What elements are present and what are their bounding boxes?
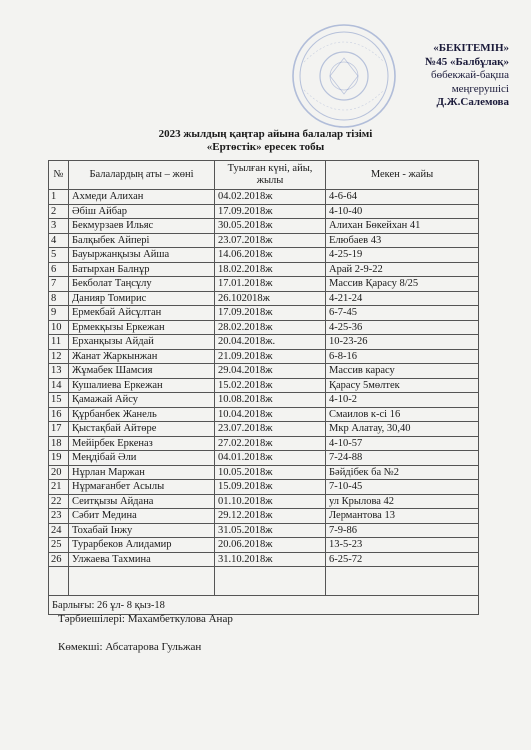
child-name: Мейірбек Еркеназ [69, 436, 215, 451]
teacher-line [58, 612, 233, 626]
address: 6-25-72 [326, 552, 479, 567]
row-number: 12 [49, 349, 69, 364]
row-number: 10 [49, 320, 69, 335]
approval-director: Д.Ж.Салемова [436, 96, 509, 108]
table-empty-row [49, 567, 479, 596]
address: Қарасу 5мөлтек [326, 378, 479, 393]
row-number: 1 [49, 190, 69, 205]
row-number: 16 [49, 407, 69, 422]
approval-kindergarten: №45 «Балбұлақ» [425, 55, 509, 68]
row-number: 13 [49, 364, 69, 379]
address: 4-21-24 [326, 291, 479, 306]
header-birthdate: Туылған күні, айы, жылы [215, 161, 326, 190]
child-name: Сеитқызы Айдана [69, 494, 215, 509]
table-row [49, 364, 479, 379]
approval-position: меңгерушісі [451, 82, 509, 95]
table-row [49, 480, 479, 495]
child-name: Кушалиева Еркежан [69, 378, 215, 393]
address: 6-7-45 [326, 306, 479, 321]
row-number: 26 [49, 552, 69, 567]
birth-date: 04.01.2018ж [215, 451, 326, 466]
child-name: Жанат Жаркынжан [69, 349, 215, 364]
teacher-label: Тәрбиешілері: [58, 613, 125, 625]
address: Арай 2-9-22 [326, 262, 479, 277]
address: Массив Қарасу 8/25 [326, 277, 479, 292]
child-name: Балқыбек Айпері [69, 233, 215, 248]
address: 4-25-19 [326, 248, 479, 263]
birth-date: 20.06.2018ж [215, 538, 326, 553]
document-title: 2023 жылдың қаңтар айына балалар тізімі [158, 128, 373, 140]
birth-date: 31.10.2018ж [215, 552, 326, 567]
address: 7-24-88 [326, 451, 479, 466]
table-row [49, 262, 479, 277]
row-number: 7 [49, 277, 69, 292]
table-row [49, 248, 479, 263]
birth-date: 10.05.2018ж [215, 465, 326, 480]
birth-date: 10.08.2018ж [215, 393, 326, 408]
official-stamp [290, 22, 398, 130]
row-number: 22 [49, 494, 69, 509]
child-name: Нұрмағанбет Асылы [69, 480, 215, 495]
row-number: 17 [49, 422, 69, 437]
birth-date: 15.09.2018ж [215, 480, 326, 495]
teacher-name: Махамбеткулова Анар [124, 613, 233, 625]
address: 7-10-45 [326, 480, 479, 495]
row-number: 18 [49, 436, 69, 451]
address: Массив карасу [326, 364, 479, 379]
address: Мкр Алатау, 30,40 [326, 422, 479, 437]
address: ул Крылова 42 [326, 494, 479, 509]
row-number: 21 [49, 480, 69, 495]
header-name: Балалардың аты – жөні [69, 161, 215, 190]
child-name: Сәбит Медина [69, 509, 215, 524]
table-row [49, 465, 479, 480]
table-row [49, 378, 479, 393]
child-name: Қыстақбай Айтөре [69, 422, 215, 437]
row-number: 19 [49, 451, 69, 466]
birth-date: 17.09.2018ж [215, 204, 326, 219]
row-number: 5 [49, 248, 69, 263]
row-number: 24 [49, 523, 69, 538]
birth-date: 26.102018ж [215, 291, 326, 306]
approval-heading: «БЕКІТЕМІН» [433, 42, 509, 54]
child-name: Қамажай Айсу [69, 393, 215, 408]
assistant-line [58, 640, 201, 654]
table-row [49, 320, 479, 335]
address: Смаилов к-сі 16 [326, 407, 479, 422]
birth-date: 10.04.2018ж [215, 407, 326, 422]
table-row [49, 494, 479, 509]
address: Лермантова 13 [326, 509, 479, 524]
birth-date: 29.04.2018ж [215, 364, 326, 379]
birth-date: 14.06.2018ж [215, 248, 326, 263]
child-name: Тохабай Інжу [69, 523, 215, 538]
birth-date: 28.02.2018ж [215, 320, 326, 335]
row-number: 4 [49, 233, 69, 248]
table-row [49, 436, 479, 451]
child-name: Данияр Томирис [69, 291, 215, 306]
table-row [49, 291, 479, 306]
birth-date: 04.02.2018ж [215, 190, 326, 205]
table-row [49, 451, 479, 466]
row-number: 9 [49, 306, 69, 321]
child-name: Әбіш Айбар [69, 204, 215, 219]
row-number: 25 [49, 538, 69, 553]
table-header-row [49, 161, 479, 190]
address: Бәйдібек ба №2 [326, 465, 479, 480]
approval-block [425, 42, 509, 110]
child-name: Ермекбай Айсұлтан [69, 306, 215, 321]
child-name: Нұрлан Маржан [69, 465, 215, 480]
child-name: Бауыржанқызы Айша [69, 248, 215, 263]
address: 6-8-16 [326, 349, 479, 364]
child-name: Ермекқызы Еркежан [69, 320, 215, 335]
birth-date: 17.01.2018ж [215, 277, 326, 292]
birth-date: 30.05.2018ж [215, 219, 326, 234]
address: 4-6-64 [326, 190, 479, 205]
address: 7-9-86 [326, 523, 479, 538]
row-number: 2 [49, 204, 69, 219]
row-number: 20 [49, 465, 69, 480]
table-row [49, 233, 479, 248]
birth-date: 01.10.2018ж [215, 494, 326, 509]
child-name: Меңдібай Әли [69, 451, 215, 466]
child-name: Құрбанбек Жанель [69, 407, 215, 422]
address: Елюбаев 43 [326, 233, 479, 248]
address: Алихан Бөкейхан 41 [326, 219, 479, 234]
assistant-label: Көмекші: [58, 641, 103, 653]
child-name: Бекболат Таңсұлу [69, 277, 215, 292]
birth-date: 23.07.2018ж [215, 422, 326, 437]
table-row [49, 219, 479, 234]
table-row [49, 552, 479, 567]
table-row [49, 349, 479, 364]
address: 4-10-40 [326, 204, 479, 219]
table-row [49, 393, 479, 408]
birth-date: 21.09.2018ж [215, 349, 326, 364]
children-table [48, 160, 479, 615]
child-name: Турарбеков Алидамир [69, 538, 215, 553]
birth-date: 15.02.2018ж [215, 378, 326, 393]
birth-date: 31.05.2018ж [215, 523, 326, 538]
approval-type: бөбекжай-бақша [431, 69, 509, 81]
row-number: 15 [49, 393, 69, 408]
table-row [49, 335, 479, 350]
table-row [49, 407, 479, 422]
table-row [49, 509, 479, 524]
table-row [49, 190, 479, 205]
row-number: 3 [49, 219, 69, 234]
address: 10-23-26 [326, 335, 479, 350]
birth-date: 27.02.2018ж [215, 436, 326, 451]
child-name: Улжаева Тахмина [69, 552, 215, 567]
table-row [49, 538, 479, 553]
child-name: Батырхан Балнұр [69, 262, 215, 277]
row-number: 8 [49, 291, 69, 306]
row-number: 14 [49, 378, 69, 393]
birth-date: 20.04.2018ж. [215, 335, 326, 350]
child-name: Ерханқызы Айдай [69, 335, 215, 350]
row-number: 23 [49, 509, 69, 524]
group-name: «Ертөстік» ересек тобы [206, 141, 325, 153]
assistant-name: Абсатарова Гульжан [102, 641, 202, 653]
address: 4-10-57 [326, 436, 479, 451]
child-name: Ахмеди Алихан [69, 190, 215, 205]
table-row [49, 523, 479, 538]
table-row [49, 204, 479, 219]
address: 4-25-36 [326, 320, 479, 335]
row-number: 11 [49, 335, 69, 350]
child-name: Жұмабек Шамсия [69, 364, 215, 379]
birth-date: 29.12.2018ж [215, 509, 326, 524]
total-summary: Барлығы: 26 ұл- 8 қыз-18 [49, 596, 479, 615]
table-row [49, 422, 479, 437]
table-row [49, 306, 479, 321]
birth-date: 23.07.2018ж [215, 233, 326, 248]
header-number: № [49, 161, 69, 190]
table-row [49, 277, 479, 292]
row-number: 6 [49, 262, 69, 277]
address: 13-5-23 [326, 538, 479, 553]
address: 4-10-2 [326, 393, 479, 408]
child-name: Бекмурзаев Ильяс [69, 219, 215, 234]
birth-date: 17.09.2018ж [215, 306, 326, 321]
header-address: Мекен - жайы [326, 161, 479, 190]
birth-date: 18.02.2018ж [215, 262, 326, 277]
